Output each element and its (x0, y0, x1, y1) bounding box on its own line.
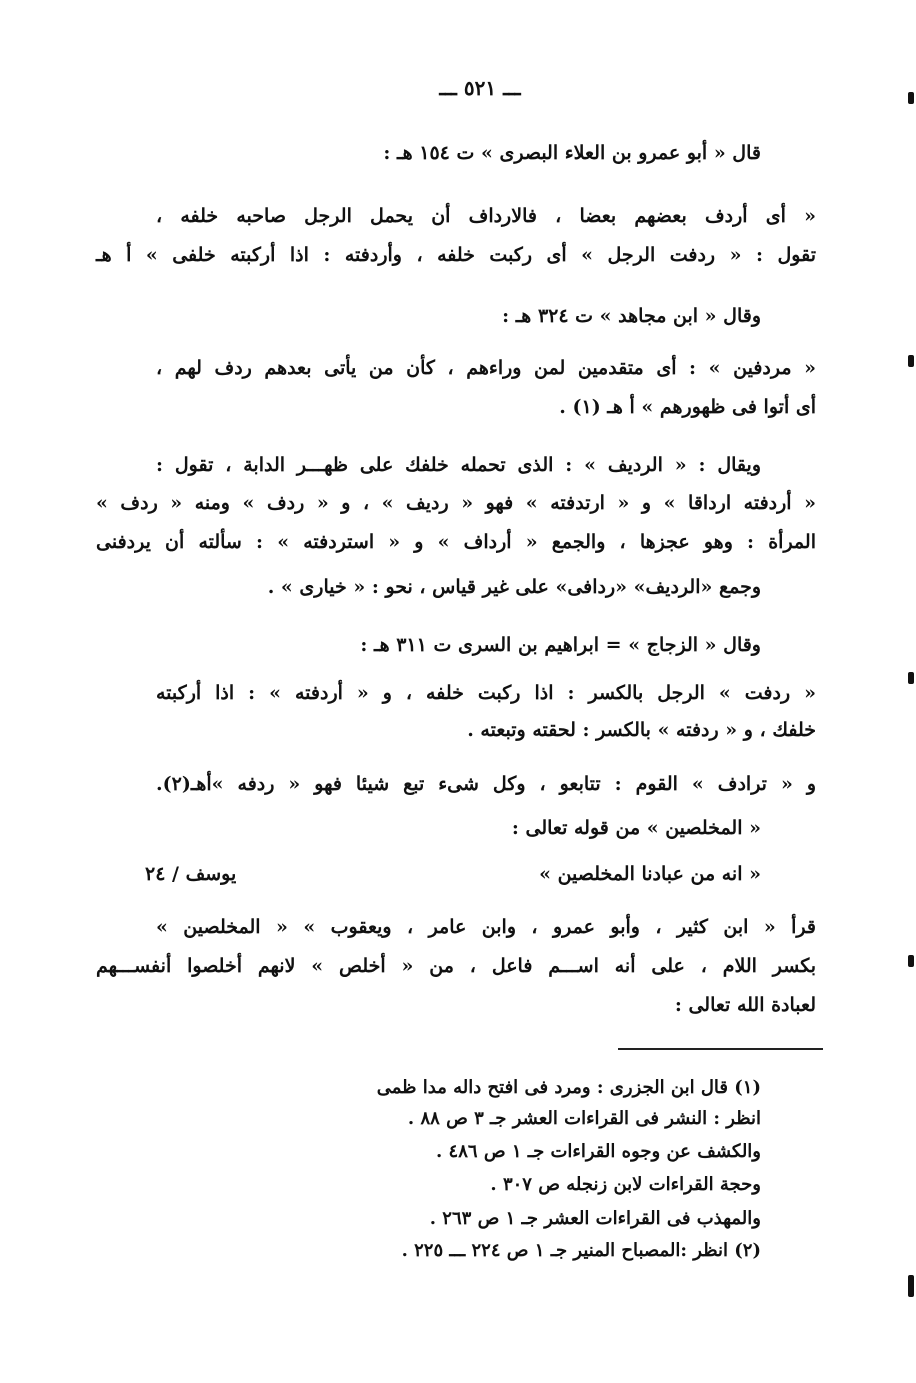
scan-mark (908, 355, 914, 367)
line-5: « مردفين » : أى متقدمين لمن وراءهم ، كأن من يأتى بعدهم ردف لهم ، (156, 357, 816, 379)
scan-mark (908, 672, 914, 684)
line-17: قرأ « ابن كثير ، وأبو عمرو ، وابن عامر ، ويعقوب » « المخلصين » (156, 916, 816, 938)
line-15: « المخلصين » من قوله تعالى : (511, 817, 761, 839)
footnote-1-ref-4: والمهذب فى القراءات العشر جـ ١ ص ٢٦٣ . (429, 1208, 761, 1229)
footnote-1-ref-2: والكشف عن وجوه القراءات جـ ١ ص ٤٨٦ . (436, 1141, 761, 1162)
footnote-1: (١) قال ابن الجزرى : ومرد فى افتح داله مدا ظمى (376, 1077, 761, 1098)
verse-reference: يوسف / ٢٤ (145, 863, 237, 885)
line-3: تقول : « ردفت الرجل » أى ركبت خلفه ، وأردفته : اذا أركبته خلفى » أ هـ (96, 244, 816, 266)
scan-mark (908, 955, 914, 967)
page-number: ـــ ٥٢١ ـــ (439, 76, 521, 100)
line-16-quran-quote: « انه من عبادنا المخلصين » (539, 863, 761, 885)
line-12: « ردفت » الرجل بالكسر : اذا ركبت خلفه ، و « أردفته » : اذا أركبته (156, 682, 816, 704)
footnote-1-ref-3: وحجة القراءات لابن زنجله ص ٣٠٧ . (490, 1174, 761, 1195)
line-19: لعبادة الله تعالى : (674, 994, 816, 1016)
line-6: أى أتوا فى ظهورهم » أ هـ (١) . (559, 396, 816, 418)
line-10: وجمع «الرديف» «ردافى» على غير قياس ، نحو : « خيارى » . (267, 576, 761, 598)
scan-mark (908, 1275, 914, 1297)
line-4: وقال « ابن مجاهد » ت ٣٢٤ هـ : (502, 305, 761, 327)
line-1: قال « أبو عمرو بن العلاء البصرى » ت ١٥٤ هـ : (383, 142, 761, 164)
line-2: « أى أردف بعضهم بعضا ، فالارداف أن يحمل الرجل صاحبه خلفه ، (156, 205, 816, 227)
line-13: خلفك ، و « ردفته » بالكسر : لحقته وتبعته . (467, 719, 816, 741)
line-9: المرأة : وهو عجزها ، والجمع « أرداف » و « استردفته » : سألته أن يردفنى (96, 531, 816, 553)
footnote-separator (618, 1048, 823, 1050)
line-7: ويقال : « الرديف » : الذى تحمله خلفك على ظهـــر الدابة ، تقول : (156, 454, 761, 476)
line-8: « أردفته ارداقا » و « ارتدفته » فهو « رديف » ، و « ردف » ومنه « ردف » (96, 492, 816, 514)
line-18: بكسر اللام ، على أنه اســـم فاعل ، من « أخلص » لانهم أخلصوا أنفســـهم (96, 955, 816, 977)
scan-mark (908, 92, 914, 104)
line-14: و « ترادف » القوم : تتابعو ، وكل شىء تبع شيئا فهو « ردفه »أهـ(٢). (156, 773, 816, 795)
footnote-1-ref-1: انظر : النشر فى القراءات العشر جـ ٣ ص ٨٨ . (407, 1108, 761, 1129)
footnote-2: (٢) انظر :المصباح المنير جـ ١ ص ٢٢٤ ـــ ٢٢٥ . (401, 1240, 761, 1261)
line-11: وقال « الزجاج » = ابراهيم بن السرى ت ٣١١ هـ : (360, 634, 761, 656)
